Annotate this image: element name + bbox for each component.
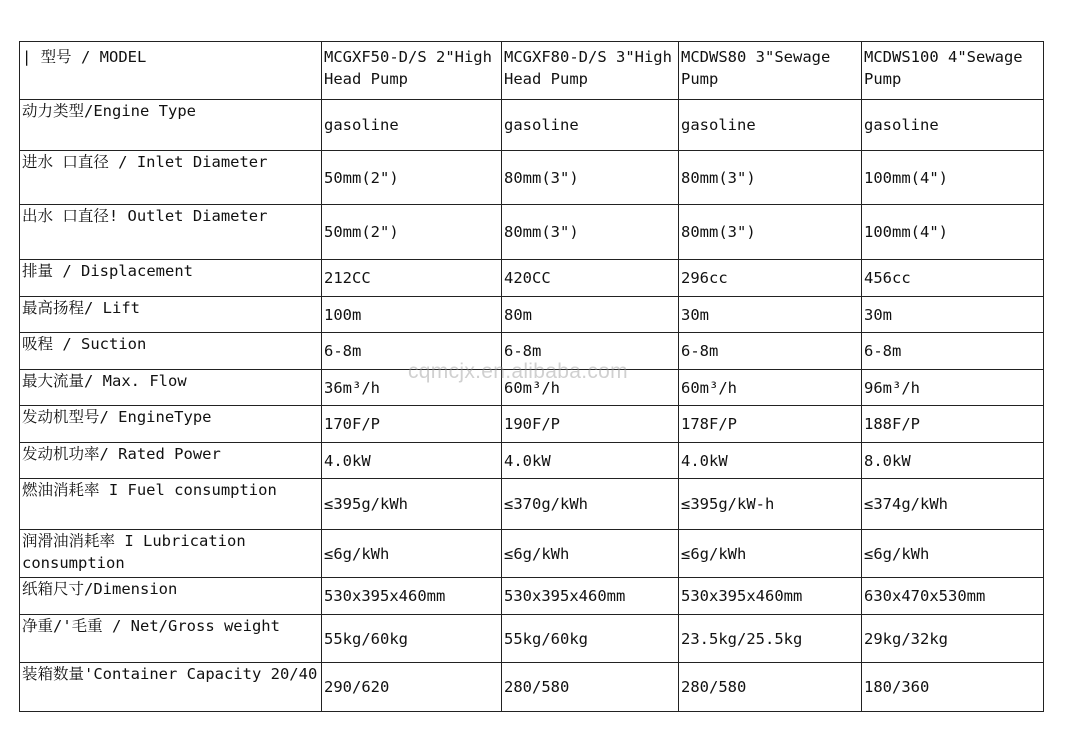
table-row <box>20 615 1044 663</box>
spec-value: 80mm(3") <box>679 205 862 260</box>
spec-value: 100mm(4") <box>862 205 1044 260</box>
spec-value: 100m <box>322 297 502 333</box>
spec-value: gasoline <box>322 100 502 151</box>
table-row <box>20 100 1044 151</box>
spec-value: 6-8m <box>862 333 1044 370</box>
spec-table <box>19 41 1044 712</box>
spec-value: ≤6g/kWh <box>862 530 1044 578</box>
spec-value: 4.0kW <box>502 443 679 479</box>
spec-value: gasoline <box>862 100 1044 151</box>
spec-value: 100mm(4") <box>862 151 1044 205</box>
spec-label: 吸程 / Suction <box>20 333 322 370</box>
spec-value: 420CC <box>502 260 679 297</box>
spec-value: 280/580 <box>679 663 862 712</box>
table-row <box>20 151 1044 205</box>
table-row <box>20 578 1044 615</box>
spec-value: 6-8m <box>502 333 679 370</box>
spec-value: 30m <box>679 297 862 333</box>
spec-value: ≤6g/kWh <box>322 530 502 578</box>
table-row <box>20 297 1044 333</box>
spec-value: 55kg/60kg <box>322 615 502 663</box>
table-row <box>20 205 1044 260</box>
table-row <box>20 260 1044 297</box>
spec-value: 80m <box>502 297 679 333</box>
spec-value: 456cc <box>862 260 1044 297</box>
spec-value: ≤6g/kWh <box>502 530 679 578</box>
spec-label: 燃油消耗率 I Fuel consumption <box>20 479 322 530</box>
watermark-text: cqmcjx.en.alibaba.com <box>408 360 628 383</box>
spec-value: ≤6g/kWh <box>679 530 862 578</box>
table-row <box>20 333 1044 370</box>
spec-value: 530x395x460mm <box>322 578 502 615</box>
spec-label: 发动机功率/ Rated Power <box>20 443 322 479</box>
spec-value: 60m³/h <box>502 370 679 406</box>
spec-value: 80mm(3") <box>679 151 862 205</box>
spec-value: ≤374g/kWh <box>862 479 1044 530</box>
spec-value: ≤395g/kW-h <box>679 479 862 530</box>
spec-label: 最高扬程/ Lift <box>20 297 322 333</box>
spec-value: 6-8m <box>679 333 862 370</box>
table-header-row <box>20 42 1044 100</box>
table-row <box>20 370 1044 406</box>
spec-label: 出水 口直径! Outlet Diameter <box>20 205 322 260</box>
spec-label: 动力类型/Engine Type <box>20 100 322 151</box>
spec-value: ≤370g/kWh <box>502 479 679 530</box>
spec-value: 530x395x460mm <box>679 578 862 615</box>
spec-value: 36m³/h <box>322 370 502 406</box>
spec-value: 29kg/32kg <box>862 615 1044 663</box>
model-name-3: MCDWS80 3"Sewage Pump <box>679 42 862 100</box>
spec-value: 55kg/60kg <box>502 615 679 663</box>
spec-value: 8.0kW <box>862 443 1044 479</box>
spec-value: 530x395x460mm <box>502 578 679 615</box>
model-header-label: | 型号 / MODEL <box>20 42 322 100</box>
model-name-4: MCDWS100 4"Sewage Pump <box>862 42 1044 100</box>
spec-value: 50mm(2") <box>322 205 502 260</box>
spec-value: ≤395g/kWh <box>322 479 502 530</box>
spec-label: 发动机型号/ EngineType <box>20 406 322 443</box>
spec-label: 进水 口直径 / Inlet Diameter <box>20 151 322 205</box>
spec-value: 30m <box>862 297 1044 333</box>
spec-value: 60m³/h <box>679 370 862 406</box>
spec-label: 装箱数量'Container Capacity 20/40 <box>20 663 322 712</box>
model-name-2: MCGXF80-D/S 3"High Head Pump <box>502 42 679 100</box>
spec-label: 纸箱尺寸/Dimension <box>20 578 322 615</box>
spec-label: 润滑油消耗率 I Lubrication consumption <box>20 530 322 578</box>
spec-value: 23.5kg/25.5kg <box>679 615 862 663</box>
spec-value: 4.0kW <box>679 443 862 479</box>
spec-value: 180/360 <box>862 663 1044 712</box>
spec-value: 290/620 <box>322 663 502 712</box>
spec-value: 6-8m <box>322 333 502 370</box>
spec-value: 280/580 <box>502 663 679 712</box>
spec-value: 296cc <box>679 260 862 297</box>
model-name-1: MCGXF50-D/S 2"High Head Pump <box>322 42 502 100</box>
spec-value: 188F/P <box>862 406 1044 443</box>
spec-value: 212CC <box>322 260 502 297</box>
spec-value: 96m³/h <box>862 370 1044 406</box>
spec-value: 190F/P <box>502 406 679 443</box>
spec-value: gasoline <box>679 100 862 151</box>
spec-value: 630x470x530mm <box>862 578 1044 615</box>
spec-value: 50mm(2") <box>322 151 502 205</box>
spec-value: 178F/P <box>679 406 862 443</box>
table-row <box>20 530 1044 578</box>
spec-value: 80mm(3") <box>502 151 679 205</box>
spec-value: 80mm(3") <box>502 205 679 260</box>
spec-value: 4.0kW <box>322 443 502 479</box>
spec-label: 净重/'毛重 / Net/Gross weight <box>20 615 322 663</box>
table-row <box>20 663 1044 712</box>
spec-label: 排量 / Displacement <box>20 260 322 297</box>
table-row <box>20 479 1044 530</box>
table-row <box>20 443 1044 479</box>
spec-label: 最大流量/ Max. Flow <box>20 370 322 406</box>
table-row <box>20 406 1044 443</box>
spec-value: 170F/P <box>322 406 502 443</box>
spec-value: gasoline <box>502 100 679 151</box>
